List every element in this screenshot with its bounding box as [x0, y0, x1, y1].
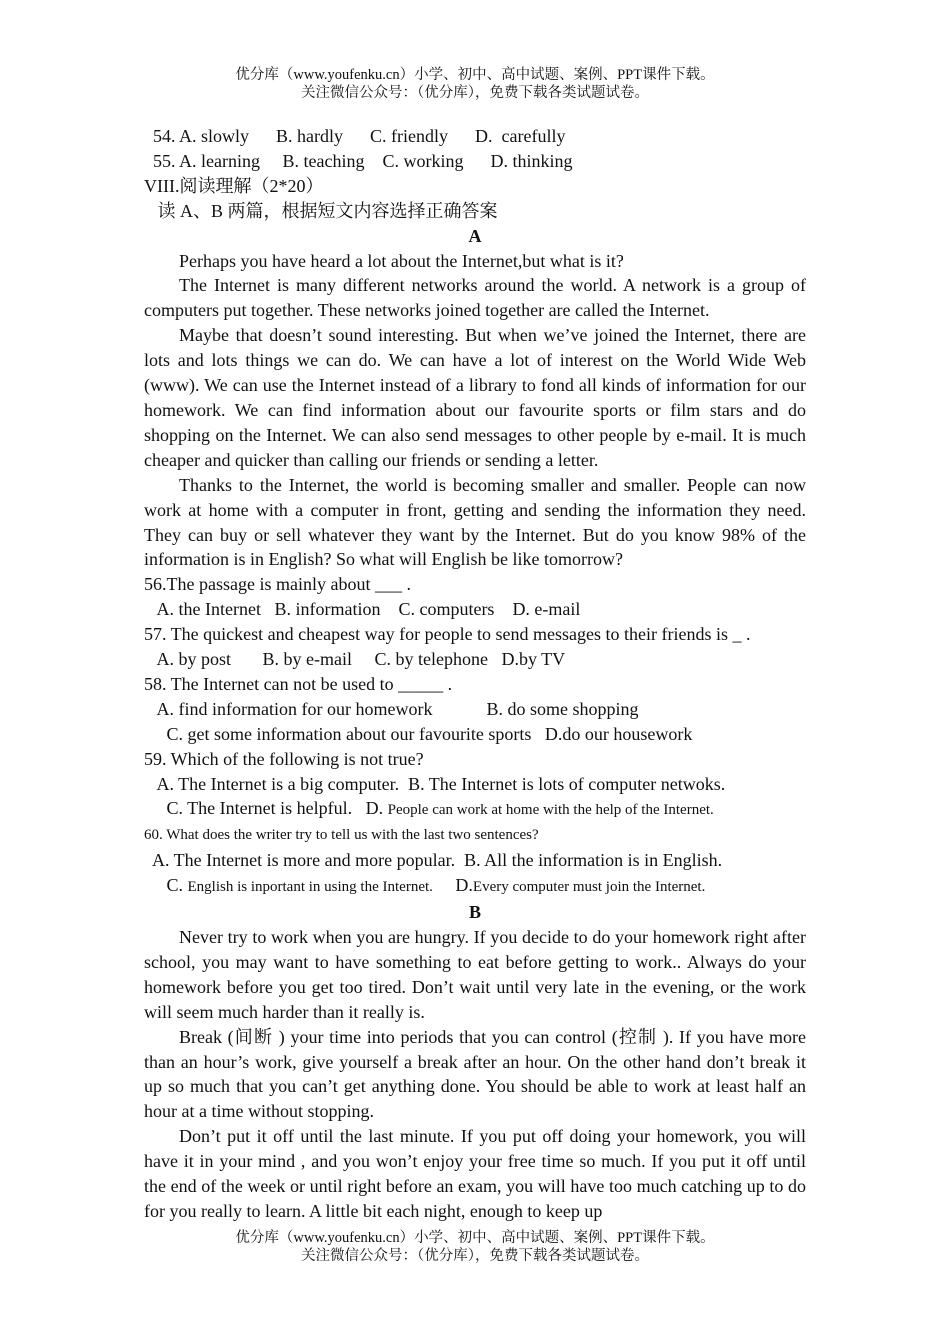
question-59: 59. Which of the following is not true?	[144, 748, 424, 769]
passage-a-paragraph: Perhaps you have heard a lot about the Internet,but what is it?	[179, 250, 624, 271]
question-58-options-ab: A. find information for our homework B. do some shopping	[144, 698, 639, 719]
question-56: 56.The passage is mainly about ___ .	[144, 574, 411, 595]
passage-a-paragraph: The Internet is many different networks around the world. A network is a group of computers put together. These networks joined together are called the Internet.	[144, 275, 806, 321]
question-56-options: A. the Internet B. information C. computers D. e-mail	[144, 599, 581, 620]
passage-a-paragraph: Thanks to the Internet, the world is becoming smaller and smaller. People can now work at home with a computer in front, getting and sending the information they need. They can buy or sell whatever they want by the Internet. But do you know 98% of the information is in English? So what will English be like tomorrow?	[144, 474, 806, 570]
question-60-option-c: English is inportant in using the Internet.	[187, 879, 433, 896]
question-60-options-cd	[144, 873, 806, 900]
question-60-option-c-letter: C.	[144, 875, 188, 896]
passage-a-paragraph: Maybe that doesn’t sound interesting. But when we’ve joined the Internet, there are lots and lots things we can do. We can have a lot of interest on the World Wide Web (www). We can use the Internet instead of a library to fond all kinds of information for our homework. We can find information about our favourite sports or film stars and do shopping on the Internet. We can also send messages to other people by e-mail. It is much cheaper and quicker than calling our friends or sending a letter.	[144, 325, 806, 470]
question-59-option-c: C. The Internet is helpful. D.	[144, 798, 388, 819]
section-title: VIII.阅读理解（2*20）	[144, 175, 324, 196]
question-57: 57. The quickest and cheapest way for people to send messages to their friends is _ .	[144, 624, 751, 645]
passage-b-label: B	[468, 902, 481, 923]
passage-b-paragraph: Don’t put it off until the last minute. If you put off doing your homework, you will have it in your mind , and you won’t enjoy your free time so much. If you put it off until the end of the week or until right before an exam, you will have too much catching up to do for you really to learn. A little bit each night, enough to keep up	[144, 1126, 806, 1221]
passage-b-paragraph: Never try to work when you are hungry. If you decide to do your homework right after school, you may want to have something to eat before getting to work.. Always do your homework before you get too tired. Don’t wait until very late in the evening, or the work will seem much harder than it really is.	[144, 927, 806, 1022]
question-55-options: 55. A. learning B. teaching C. working D. thinking	[144, 150, 573, 171]
footer-line-1: 优分库（www.youfenku.cn）小学、初中、高中试题、案例、PPT课件下载。	[235, 1230, 715, 1246]
question-60-options-ab: A. The Internet is more and more popular. B. All the information is in English.	[144, 850, 723, 871]
passage-b-paragraph: Break (间断 ) your time into periods that you can control (控制 ). If you have more than an hour’s work, give yourself a break after an hour. On the other hand don’t break it up so much that you can’t get anything done. You should be able to work at least half an hour at a time without stopping.	[144, 1026, 806, 1122]
question-58-options-cd: C. get some information about our favourite sports D.do our housework	[144, 723, 693, 744]
header-line-2: 关注微信公众号：（优分库），免费下载各类试题试卷。	[301, 85, 649, 101]
question-59-option-d: People can work at home with the help of the Internet.	[387, 802, 714, 819]
passage-a-label: A	[468, 225, 482, 246]
question-57-options: A. by post B. by e-mail C. by telephone D.by TV	[144, 649, 566, 670]
footer-line-2: 关注微信公众号：（优分库），免费下载各类试题试卷。	[301, 1248, 649, 1264]
question-54-options: 54. A. slowly B. hardly C. friendly D. carefully	[144, 126, 566, 146]
question-59-options-cd	[144, 796, 806, 823]
question-60: 60. What does the writer try to tell us with the last two sentences?	[144, 827, 539, 844]
section-instruction: 读 A、B 两篇，根据短文内容选择正确答案	[144, 200, 498, 221]
question-60-option-d-letter: D.	[432, 875, 473, 896]
page-header	[0, 66, 950, 102]
question-58: 58. The Internet can not be used to _____ .	[144, 673, 453, 694]
document-body	[144, 124, 806, 1224]
question-59-options-ab: A. The Internet is a big computer. B. The Internet is lots of computer netwoks.	[144, 773, 726, 794]
page-footer	[0, 1229, 950, 1265]
header-line-1: 优分库（www.youfenku.cn）小学、初中、高中试题、案例、PPT课件下载。	[235, 67, 715, 83]
question-60-option-d: Every computer must join the Internet.	[472, 879, 706, 896]
